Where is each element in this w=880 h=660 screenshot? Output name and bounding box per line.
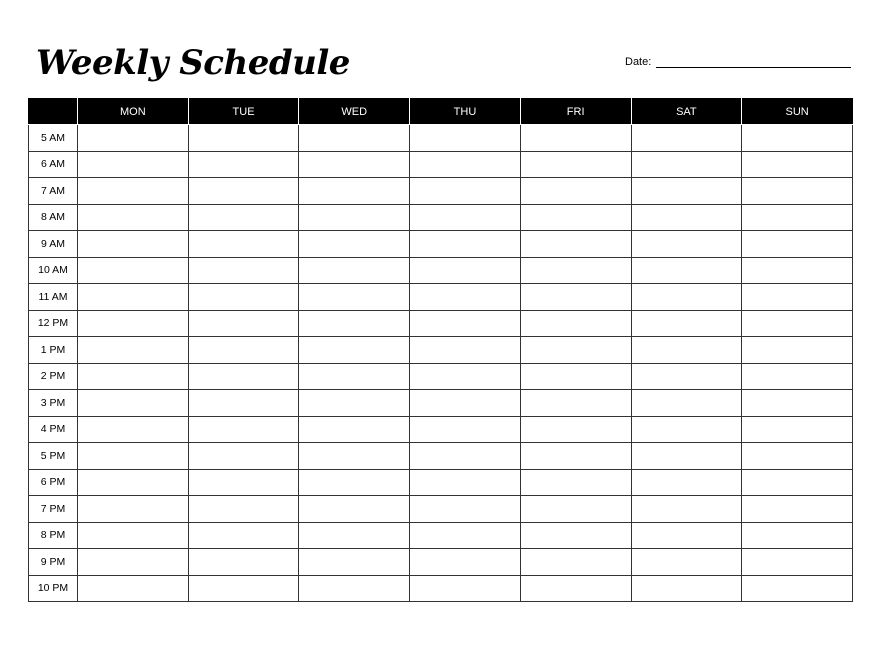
schedule-cell: [631, 178, 742, 205]
schedule-cell: [78, 469, 189, 496]
schedule-cell: [631, 363, 742, 390]
time-row: [29, 522, 853, 549]
time-label: 1 PM: [29, 337, 78, 364]
schedule-cell: [410, 522, 521, 549]
time-label: 9 PM: [29, 549, 78, 576]
time-label: 5 PM: [29, 443, 78, 470]
schedule-cell: [520, 443, 631, 470]
schedule-cell: [631, 575, 742, 602]
schedule-cell: [188, 363, 299, 390]
schedule-cell: [188, 231, 299, 258]
schedule-cell: [410, 575, 521, 602]
schedule-cell: [631, 125, 742, 152]
schedule-cell: [742, 257, 853, 284]
time-label: 3 PM: [29, 390, 78, 417]
schedule-cell: [410, 204, 521, 231]
schedule-cell: [520, 390, 631, 417]
day-header-row: [29, 99, 853, 125]
header-corner-cell: [29, 99, 78, 125]
time-label: 7 PM: [29, 496, 78, 523]
time-row: [29, 337, 853, 364]
schedule-cell: [299, 125, 410, 152]
schedule-cell: [520, 496, 631, 523]
schedule-cell: [78, 257, 189, 284]
time-row: [29, 284, 853, 311]
day-header: SAT: [631, 99, 742, 125]
schedule-cell: [299, 231, 410, 258]
day-header: TUE: [188, 99, 299, 125]
schedule-cell: [742, 231, 853, 258]
schedule-cell: [631, 310, 742, 337]
schedule-cell: [188, 575, 299, 602]
schedule-cell: [299, 363, 410, 390]
schedule-cell: [742, 549, 853, 576]
time-row: [29, 549, 853, 576]
schedule-cell: [78, 151, 189, 178]
schedule-cell: [410, 284, 521, 311]
time-label: 8 AM: [29, 204, 78, 231]
schedule-cell: [78, 284, 189, 311]
schedule-cell: [188, 522, 299, 549]
date-field: [625, 56, 851, 69]
schedule-cell: [299, 416, 410, 443]
time-label: 9 AM: [29, 231, 78, 258]
time-label: 6 PM: [29, 469, 78, 496]
schedule-cell: [742, 284, 853, 311]
time-row: [29, 443, 853, 470]
time-label: 12 PM: [29, 310, 78, 337]
time-label: 10 PM: [29, 575, 78, 602]
schedule-cell: [742, 310, 853, 337]
time-label: 8 PM: [29, 522, 78, 549]
time-row: [29, 178, 853, 205]
time-label: 11 AM: [29, 284, 78, 311]
day-header: MON: [78, 99, 189, 125]
schedule-cell: [520, 284, 631, 311]
schedule-cell: [410, 310, 521, 337]
schedule-cell: [78, 496, 189, 523]
schedule-cell: [299, 204, 410, 231]
schedule-cell: [520, 257, 631, 284]
schedule-cell: [188, 178, 299, 205]
schedule-cell: [410, 178, 521, 205]
schedule-cell: [742, 469, 853, 496]
schedule-cell: [520, 363, 631, 390]
time-row: [29, 416, 853, 443]
schedule-cell: [631, 496, 742, 523]
schedule-cell: [299, 390, 410, 417]
schedule-cell: [299, 310, 410, 337]
schedule-cell: [299, 257, 410, 284]
time-label: 7 AM: [29, 178, 78, 205]
schedule-cell: [299, 496, 410, 523]
time-row: [29, 310, 853, 337]
schedule-cell: [631, 443, 742, 470]
time-label: 2 PM: [29, 363, 78, 390]
schedule-cell: [188, 416, 299, 443]
schedule-cell: [188, 151, 299, 178]
schedule-cell: [520, 522, 631, 549]
day-header: THU: [410, 99, 521, 125]
schedule-cell: [410, 363, 521, 390]
day-header: SUN: [742, 99, 853, 125]
schedule-cell: [742, 443, 853, 470]
schedule-cell: [631, 469, 742, 496]
schedule-cell: [631, 151, 742, 178]
schedule-cell: [742, 151, 853, 178]
schedule-cell: [78, 337, 189, 364]
time-row: [29, 390, 853, 417]
schedule-cell: [742, 125, 853, 152]
schedule-cell: [631, 522, 742, 549]
schedule-cell: [410, 337, 521, 364]
schedule-cell: [78, 125, 189, 152]
schedule-cell: [520, 337, 631, 364]
schedule-cell: [742, 390, 853, 417]
schedule-cell: [742, 522, 853, 549]
schedule-cell: [188, 390, 299, 417]
schedule-cell: [299, 151, 410, 178]
schedule-cell: [631, 549, 742, 576]
time-row: [29, 125, 853, 152]
schedule-cell: [78, 178, 189, 205]
schedule-cell: [78, 443, 189, 470]
schedule-cell: [520, 204, 631, 231]
schedule-cell: [631, 416, 742, 443]
schedule-grid: [28, 98, 853, 602]
schedule-cell: [188, 284, 299, 311]
schedule-cell: [78, 575, 189, 602]
schedule-cell: [188, 310, 299, 337]
schedule-cell: [188, 469, 299, 496]
schedule-body: [29, 125, 853, 602]
schedule-cell: [188, 125, 299, 152]
page-title: Weekly Schedule: [36, 43, 350, 83]
time-label: 10 AM: [29, 257, 78, 284]
schedule-cell: [742, 337, 853, 364]
schedule-cell: [520, 231, 631, 258]
time-label: 6 AM: [29, 151, 78, 178]
schedule-cell: [188, 204, 299, 231]
schedule-cell: [188, 496, 299, 523]
schedule-cell: [410, 231, 521, 258]
schedule-cell: [742, 416, 853, 443]
schedule-cell: [742, 496, 853, 523]
schedule-cell: [78, 522, 189, 549]
schedule-cell: [299, 337, 410, 364]
schedule-cell: [188, 549, 299, 576]
date-blank-line: [656, 67, 851, 68]
schedule-cell: [410, 469, 521, 496]
schedule-cell: [188, 443, 299, 470]
schedule-cell: [631, 231, 742, 258]
schedule-cell: [299, 469, 410, 496]
schedule-cell: [78, 204, 189, 231]
date-label: Date:: [625, 56, 652, 68]
time-row: [29, 496, 853, 523]
schedule-cell: [410, 416, 521, 443]
schedule-cell: [742, 363, 853, 390]
schedule-cell: [299, 575, 410, 602]
schedule-cell: [742, 178, 853, 205]
schedule-cell: [520, 416, 631, 443]
schedule-cell: [631, 337, 742, 364]
day-header: WED: [299, 99, 410, 125]
schedule-cell: [78, 390, 189, 417]
schedule-cell: [78, 231, 189, 258]
schedule-cell: [410, 390, 521, 417]
schedule-cell: [410, 443, 521, 470]
schedule-cell: [410, 151, 521, 178]
schedule-cell: [78, 310, 189, 337]
schedule-cell: [410, 257, 521, 284]
schedule-cell: [410, 496, 521, 523]
schedule-cell: [631, 257, 742, 284]
schedule-cell: [188, 257, 299, 284]
schedule-cell: [631, 204, 742, 231]
schedule-cell: [631, 390, 742, 417]
time-row: [29, 257, 853, 284]
schedule-cell: [78, 363, 189, 390]
schedule-cell: [520, 125, 631, 152]
time-row: [29, 204, 853, 231]
schedule-cell: [78, 416, 189, 443]
schedule-cell: [410, 549, 521, 576]
time-row: [29, 575, 853, 602]
schedule-header: [29, 99, 853, 125]
day-header: FRI: [520, 99, 631, 125]
time-row: [29, 151, 853, 178]
schedule-cell: [520, 549, 631, 576]
schedule-cell: [520, 469, 631, 496]
time-row: [29, 231, 853, 258]
time-label: 4 PM: [29, 416, 78, 443]
schedule-cell: [520, 310, 631, 337]
schedule-cell: [299, 522, 410, 549]
schedule-cell: [299, 178, 410, 205]
time-row: [29, 469, 853, 496]
schedule-cell: [742, 575, 853, 602]
time-row: [29, 363, 853, 390]
time-label: 5 AM: [29, 125, 78, 152]
schedule-cell: [188, 337, 299, 364]
schedule-cell: [520, 575, 631, 602]
schedule-cell: [299, 443, 410, 470]
schedule-cell: [410, 125, 521, 152]
schedule-cell: [742, 204, 853, 231]
schedule-cell: [299, 284, 410, 311]
schedule-cell: [631, 284, 742, 311]
schedule-cell: [520, 151, 631, 178]
schedule-cell: [299, 549, 410, 576]
schedule-cell: [78, 549, 189, 576]
schedule-cell: [520, 178, 631, 205]
